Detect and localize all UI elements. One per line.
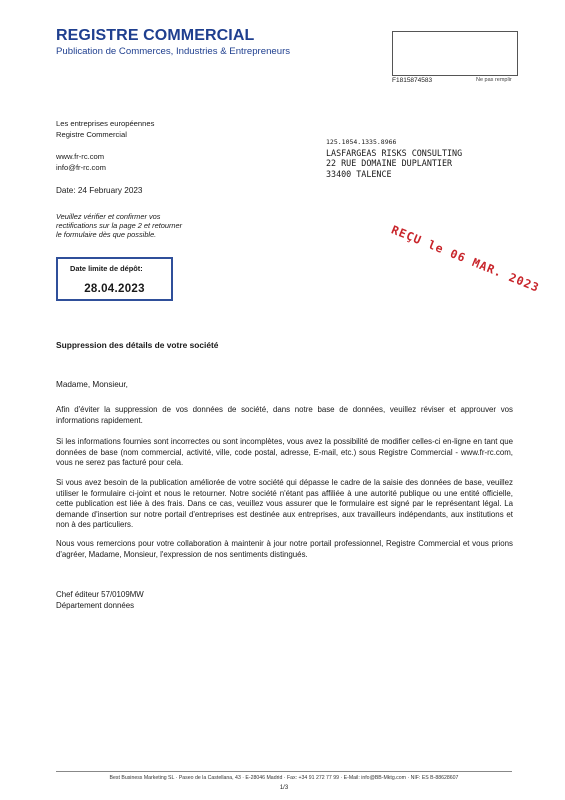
sender-block: [56, 119, 154, 140]
sender-website: www.fr-rc.com: [56, 152, 105, 161]
recipient-id: 125.1054.1335.8966: [326, 138, 397, 146]
paragraph-2: Si les informations fournies sont incorrectes ou sont incomplètes, vous avez la possibilité de modifier celles-ci en-ligne en tant que données de base (nom commercial, activité, ville, code postal, adresse, E-mail, etc.) sous Registre Commercial - www.fr-rc.com, vous ne serez pas facturé pour cela.: [56, 437, 513, 468]
sender-email: info@fr-rc.com: [56, 162, 106, 172]
paragraph-1: Afin d'éviter la suppression de vos données de société, dans notre base de données, veuillez réviser et approuver vos informations rapidement.: [56, 405, 513, 425]
instructions-note: Veuillez vérifier et confirmer vos rectifications sur la page 2 et retourner le formulaire dès que possible.: [56, 212, 183, 240]
brand-title: REGISTRE COMMERCIAL: [56, 27, 255, 44]
signature-line2: Département données: [56, 600, 135, 610]
reference-code: F1815874583: [392, 77, 433, 84]
sender-line2: Registre Commercial: [56, 129, 127, 139]
footer-divider: [56, 771, 512, 772]
contact-block: [56, 152, 106, 173]
footer-text: Best Business Marketing SL · Paseo de la Castellana, 43 · E-28046 Madrid · Fax: +34 91 272 77 99 · E-Mail: info@BB-Mktg.com · NIF: ES B-88628607: [109, 775, 459, 781]
brand-subtitle: Publication de Commerces, Industries & Entrepreneurs: [56, 46, 291, 57]
recipient-address: [326, 137, 462, 179]
recipient-street: 22 RUE DOMAINE DUPLANTIER: [326, 158, 453, 168]
paragraph-4: Nous vous remercions pour votre collaboration à maintenir à jour notre portail professionnel, Registre Commercial et vous prions d'agréer, Madame, Monsieur, l'expression de nos sentiments distingués.: [56, 539, 513, 559]
paragraph-3: Si vous avez besoin de la publication améliorée de votre société qui dépasse le cadre de la saisie des données de base, veuillez utiliser le formulaire ci-joint et nous le retourner. Notre société n'étant pas affiliée à une autorité publique ou une entité officielle, cette publication est liée à des frais. Dans ce cas, veuillez vous assurer que le formulaire est signé par le représentant légal. La demande d'insertion sur notre portail d'entreprises est destinée aux entreprises, aux travailleurs indépendants, aux institutions et non à des particuliers.: [56, 478, 513, 530]
signature-block: [56, 590, 144, 611]
letter-salutation: Madame, Monsieur,: [56, 380, 128, 389]
reference-box: [392, 31, 518, 76]
letter-date: Date: 24 February 2023: [56, 186, 143, 195]
recipient-city: 33400 TALENCE: [326, 168, 392, 179]
recipient-name: LASFARGEAS RISKS CONSULTING: [326, 147, 463, 158]
signature-line1: Chef éditeur 57/0109MW: [56, 590, 144, 599]
deadline-label: Date limite de dépôt:: [70, 264, 143, 273]
reference-note: Ne pas remplir: [476, 77, 512, 83]
page-number: 1/3: [279, 785, 289, 791]
deadline-date: 28.04.2023: [84, 283, 145, 295]
sender-line1: Les entreprises européennes: [56, 119, 155, 128]
received-stamp: REÇU le 06 MAR. 2023: [389, 222, 542, 295]
letter-subject: Suppression des détails de votre société: [56, 340, 219, 350]
